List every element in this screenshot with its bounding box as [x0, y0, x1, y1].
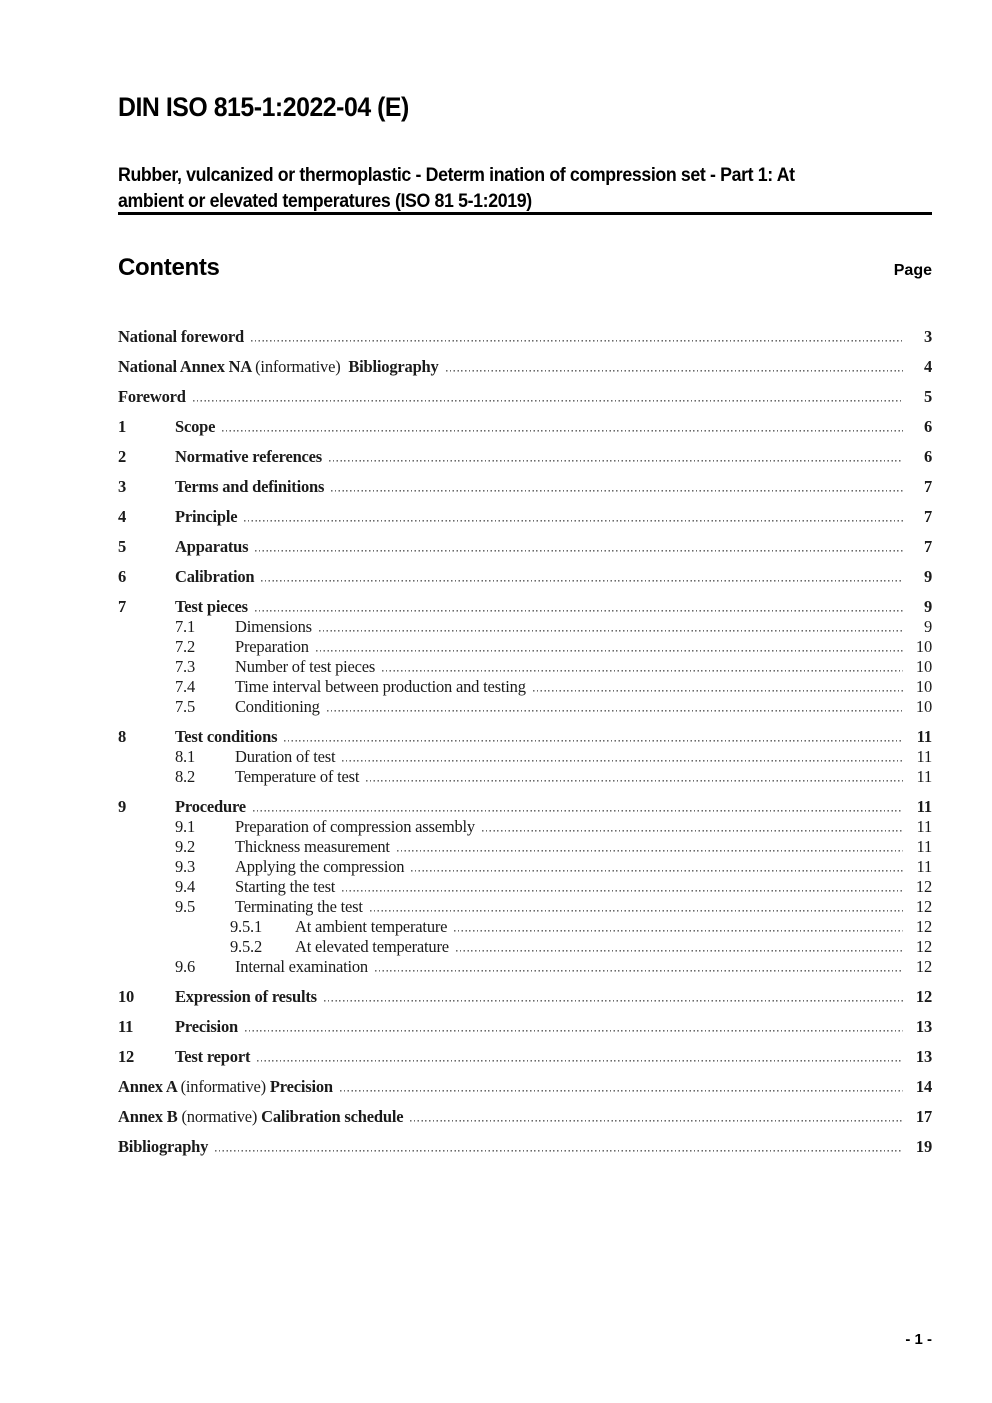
- toc-entry-number: 8.2: [175, 767, 196, 786]
- toc-entry-label: Test pieces: [175, 597, 248, 616]
- toc-leader-dots: [244, 520, 903, 522]
- toc-row: [118, 447, 932, 467]
- toc-leader-dots: [482, 830, 903, 832]
- toc-row: [118, 987, 932, 1007]
- toc-entry-number: 10: [118, 987, 135, 1006]
- toc-entry-number: 7.1: [175, 617, 196, 636]
- toc-entry-page: 12: [915, 957, 932, 976]
- toc-entry-number: 7: [118, 597, 127, 616]
- toc-entry-page: 10: [915, 637, 932, 656]
- toc-entry-number: 3: [118, 477, 127, 496]
- toc-leader-dots: [251, 340, 903, 342]
- toc-row: [118, 697, 932, 717]
- toc-entry-label: Internal examination: [235, 957, 368, 976]
- toc-entry-page: 11: [916, 767, 932, 786]
- toc-entry-label: Thickness measurement: [235, 837, 390, 856]
- page-content: [118, 0, 932, 1157]
- toc-leader-dots: [533, 690, 903, 692]
- toc-leader-dots: [316, 650, 903, 652]
- toc-entry-label: Expression of results: [175, 987, 317, 1006]
- toc-leader-dots: [375, 970, 903, 972]
- toc-entry-page: 6: [923, 447, 932, 466]
- toc-row: [118, 537, 932, 557]
- toc-leader-dots: [193, 400, 903, 402]
- toc-entry-number: 2: [118, 447, 127, 466]
- toc-entry-page: 11: [916, 817, 932, 836]
- toc-leader-dots: [340, 1090, 903, 1092]
- toc-row: [118, 567, 932, 587]
- toc-entry-label: At elevated temperature: [295, 937, 449, 956]
- toc-entry-label: Terms and definitions: [175, 477, 325, 496]
- toc-entry-number: 6: [118, 567, 127, 586]
- toc-leader-dots: [366, 780, 903, 782]
- toc-entry-label: Test report: [175, 1047, 251, 1066]
- toc-entry-page: 5: [923, 387, 932, 406]
- toc-entry-label: Calibration schedule: [261, 1107, 404, 1126]
- toc-row: [118, 957, 932, 977]
- toc-row: [118, 937, 932, 957]
- toc-entry-page: 12: [915, 917, 932, 936]
- toc-leader-dots: [327, 710, 903, 712]
- toc-row: [118, 1077, 932, 1097]
- toc-row: [118, 477, 932, 497]
- toc-entry-label: At ambient temperature: [295, 917, 448, 936]
- toc-entry-page: 12: [915, 897, 932, 916]
- toc-row: [118, 1047, 932, 1067]
- toc-leader-dots: [410, 1120, 903, 1122]
- toc-entry-page: 13: [915, 1017, 932, 1036]
- toc-leader-dots: [382, 670, 903, 672]
- document-title: [118, 162, 933, 214]
- toc-entry-label: Calibration: [175, 567, 255, 586]
- toc-entry-page: 10: [915, 657, 932, 676]
- toc-row: [118, 597, 932, 617]
- toc-leader-dots: [454, 930, 903, 932]
- toc-leader-dots: [324, 1000, 903, 1002]
- toc-entry-number: 9.4: [175, 877, 196, 896]
- toc-entry-label-prefix: Annex B: [118, 1107, 182, 1126]
- toc-row: [118, 917, 932, 937]
- toc-entry-number: 9.5.2: [230, 937, 263, 956]
- toc-row: [118, 877, 932, 897]
- toc-leader-dots: [342, 760, 903, 762]
- toc-entry-page: 10: [915, 677, 932, 696]
- toc-entry-page: 12: [915, 987, 932, 1006]
- toc-entry-label: Precision: [175, 1017, 238, 1036]
- toc-entry-page: 11: [916, 797, 932, 816]
- toc-leader-dots: [284, 740, 903, 742]
- toc-row: [118, 817, 932, 837]
- toc-entry-number: 7.4: [175, 677, 196, 696]
- document-title-line1: Rubber, vulcanized or thermoplastic - Determ ination of compression set - Part 1: At: [118, 164, 795, 186]
- toc-entry-label: Terminating the test: [235, 897, 363, 916]
- toc-entry-label: Applying the compression: [235, 857, 405, 876]
- toc-entry-page: 7: [923, 477, 932, 496]
- toc-entry-label: Apparatus: [175, 537, 249, 556]
- toc-entry-number: 4: [118, 507, 127, 526]
- toc-leader-dots: [257, 1060, 903, 1062]
- toc-entry-label-qualifier: (informative): [180, 1077, 270, 1096]
- toc-row: [118, 747, 932, 767]
- toc-row: [118, 857, 932, 877]
- toc-entry-label: Precision: [269, 1077, 333, 1096]
- toc-row: [118, 387, 932, 407]
- toc-entry-label: Starting the test: [235, 877, 336, 896]
- toc-row: [118, 327, 932, 347]
- toc-row: [118, 677, 932, 697]
- toc-entry-label: Conditioning: [235, 697, 320, 716]
- toc-entry-number: 9.5: [175, 897, 196, 916]
- toc-entry-number: 1: [118, 417, 127, 436]
- toc-leader-dots: [397, 850, 903, 852]
- toc-entry-number: 9.1: [175, 817, 196, 836]
- document-code-heading: DIN ISO 815-1:2022-04 (E): [118, 92, 409, 122]
- toc-entry-label: Test conditions: [175, 727, 278, 746]
- toc-row: [118, 727, 932, 747]
- toc-entry-label: Bibliography: [118, 1137, 209, 1156]
- toc-entry-label: Foreword: [118, 387, 186, 406]
- toc-leader-dots: [329, 460, 903, 462]
- toc-entry-page: 14: [915, 1077, 932, 1096]
- toc-entry-page: 7: [923, 507, 932, 526]
- toc-leader-dots: [446, 370, 903, 372]
- toc-entry-page: 10: [915, 697, 932, 716]
- toc-entry-number: 9: [118, 797, 127, 816]
- toc-row: [118, 837, 932, 857]
- toc-entry-label: Dimensions: [235, 617, 312, 636]
- toc-row: [118, 357, 932, 377]
- toc-entry-label: Scope: [175, 417, 216, 436]
- toc-entry-number: 9.5.1: [230, 917, 263, 936]
- toc-row: [118, 797, 932, 817]
- toc-entry-number: 12: [118, 1047, 135, 1066]
- toc-entry-label-prefix: National Annex NA: [118, 357, 256, 376]
- toc-entry-number: 7.2: [175, 637, 196, 656]
- toc-entry-label-prefix: Annex A: [118, 1077, 181, 1096]
- toc-entry-page: 4: [923, 357, 932, 376]
- toc-entry-page: 9: [923, 567, 932, 586]
- toc-entry-page: 13: [915, 1047, 932, 1066]
- toc-entry-page: 3: [923, 327, 932, 346]
- toc-row: [118, 767, 932, 787]
- toc-leader-dots: [245, 1030, 903, 1032]
- toc-entry-label: Normative references: [175, 447, 323, 466]
- toc-leader-dots: [255, 550, 903, 552]
- toc-entry-number: 8.1: [175, 747, 196, 766]
- toc-entry-label: Time interval between production and testing: [235, 677, 526, 696]
- toc-entry-number: 9.6: [175, 957, 196, 976]
- toc-entry-label: Number of test pieces: [235, 657, 376, 676]
- toc-leader-dots: [261, 580, 903, 582]
- document-title-line2: ambient or elevated temperatures (ISO 81 5-1:2019): [118, 190, 532, 212]
- toc-leader-dots: [255, 610, 903, 612]
- toc-entry-page: 11: [916, 837, 932, 856]
- page-column-label: Page: [893, 262, 932, 279]
- toc-list: [118, 327, 932, 1157]
- toc-entry-label-qualifier: (normative): [181, 1107, 262, 1126]
- toc-entry-number: 7.3: [175, 657, 196, 676]
- toc-entry-number: 7.5: [175, 697, 196, 716]
- toc-entry-number: 5: [118, 537, 127, 556]
- toc-row: [118, 657, 932, 677]
- toc-leader-dots: [411, 870, 903, 872]
- toc-entry-label: National foreword: [118, 327, 244, 346]
- toc-entry-page: 12: [915, 937, 932, 956]
- footer-page-number: - 1 -: [905, 1331, 932, 1348]
- toc-row: [118, 637, 932, 657]
- toc-row: [118, 897, 932, 917]
- toc-entry-page: 11: [916, 857, 932, 876]
- toc-row: [118, 1137, 932, 1157]
- toc-entry-page: 17: [915, 1107, 932, 1126]
- toc-entry-label: Principle: [175, 507, 238, 526]
- toc-row: [118, 417, 932, 437]
- contents-heading: Contents: [118, 254, 220, 281]
- toc-row: [118, 617, 932, 637]
- toc-leader-dots: [222, 430, 903, 432]
- toc-leader-dots: [370, 910, 903, 912]
- toc-row: [118, 1017, 932, 1037]
- toc-entry-number: 9.3: [175, 857, 196, 876]
- toc-leader-dots: [319, 630, 903, 632]
- toc-entry-label-qualifier: (informative): [255, 357, 349, 376]
- toc-entry-number: 8: [118, 727, 127, 746]
- toc-entry-page: 11: [916, 747, 932, 766]
- toc-leader-dots: [215, 1150, 903, 1152]
- toc-row: [118, 507, 932, 527]
- toc-entry-label: Preparation of compression assembly: [235, 817, 475, 836]
- toc-entry-page: 7: [923, 537, 932, 556]
- toc-entry-page: 9: [923, 597, 932, 616]
- toc-entry-page: 9: [923, 617, 932, 636]
- toc-entry-page: 19: [915, 1137, 932, 1156]
- toc-entry-label: Temperature of test: [235, 767, 360, 786]
- toc-entry-number: 9.2: [175, 837, 196, 856]
- toc-entry-number: 11: [118, 1017, 134, 1036]
- toc-leader-dots: [456, 950, 903, 952]
- toc-entry-page: 12: [915, 877, 932, 896]
- toc-row: [118, 1107, 932, 1127]
- toc-entry-page: 6: [923, 417, 932, 436]
- toc-entry-label: Procedure: [175, 797, 246, 816]
- toc-leader-dots: [331, 490, 903, 492]
- toc-entry-label: Bibliography: [348, 357, 439, 376]
- toc-entry-page: 11: [916, 727, 932, 746]
- toc-leader-dots: [253, 810, 903, 812]
- toc-entry-label: Duration of test: [235, 747, 336, 766]
- contents-header-row: [118, 253, 932, 283]
- toc-leader-dots: [342, 890, 903, 892]
- toc-entry-label: Preparation: [235, 637, 309, 656]
